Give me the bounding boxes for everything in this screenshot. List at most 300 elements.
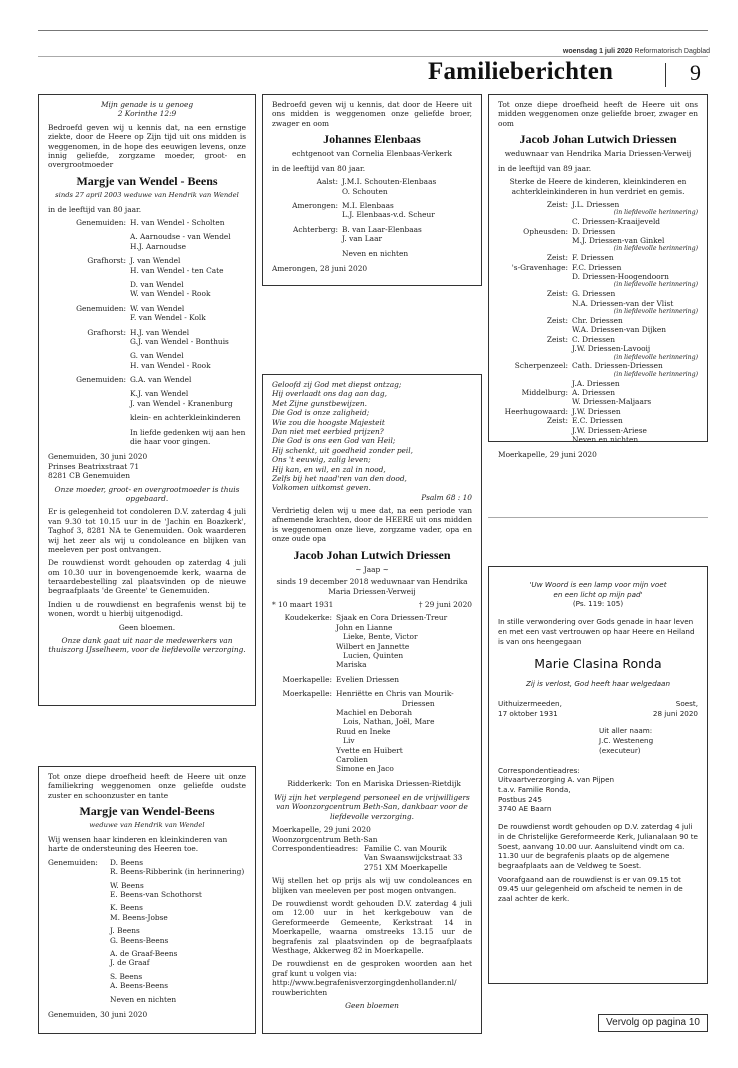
care-home: Woonzorgcentrum Beth-San (272, 834, 378, 844)
family-names (336, 689, 472, 774)
family-name: G.A. van Wendel (130, 375, 192, 385)
family-name: klein- en achterkleinkinderen (130, 413, 241, 423)
notice-jacob-driessen-siblings (488, 94, 708, 460)
header-date: woensdag 1 juli 2020 Reformatorisch Dagblad (562, 48, 710, 55)
family-names (130, 232, 246, 251)
executor-role: (executeur) (599, 745, 641, 755)
family-name: K.J. van Wendel (130, 389, 189, 399)
poem-line: Die God is ons een God van Heil; (272, 436, 396, 446)
family-name: Chr. Driessen (572, 315, 623, 325)
family-names (342, 225, 472, 244)
family-row (498, 371, 698, 379)
motto-ref: 2 Korinthe 12:9 (117, 109, 177, 119)
family-row (498, 354, 698, 362)
family-row (272, 177, 472, 196)
notice-jacob-driessen-children (262, 374, 482, 1034)
family-row (498, 200, 698, 209)
birth-date: * 10 maart 1931 (272, 600, 334, 610)
family-names (572, 253, 698, 262)
family-names (130, 280, 246, 299)
place-label: Opheusden: (523, 226, 568, 236)
poem-line: Ons 't eeuwig, zalig leven; (272, 455, 371, 465)
family-row (498, 316, 698, 335)
family-name: J.W. Driessen-Lavooij (572, 344, 651, 354)
family-name: J.W. Driessen-Ariese (572, 425, 647, 435)
family-name: H. van Wendel - Rook (130, 360, 211, 370)
family-names (572, 354, 698, 362)
top-rule (38, 30, 708, 31)
name-label: Uit aller naam: (599, 726, 653, 736)
family-name: F. Driessen (572, 253, 614, 263)
place-date: Genemuiden, 30 juni 2020 (48, 1009, 148, 1019)
header-rule (38, 56, 708, 57)
family-names (572, 416, 698, 435)
home-note: Onze moeder, groot- en overgrootmoeder is thuis opgebaard. (54, 484, 240, 503)
motto-line: Zij is verlost, God heeft haar welgedaan (525, 679, 671, 689)
family-name: L.J. Elenbaas-v.d. Scheur (342, 210, 435, 220)
family-row (498, 407, 698, 416)
family-name: Sjaak en Cora Driessen-Treur (336, 613, 448, 623)
place-label: Scherpenzeel: (514, 361, 568, 371)
place-label: Moerkapelle: (282, 689, 332, 699)
family-name: Henriëtte en Chris van Mourik- (336, 689, 454, 699)
place-label: Zeist: (546, 289, 568, 299)
family-row (48, 351, 246, 370)
family-names (336, 613, 472, 669)
family-name: W. Driessen-Maljaars (572, 397, 652, 407)
place-label: Heerhugowaard: (504, 406, 568, 416)
family-name: Neven en nichten (110, 994, 177, 1004)
memory-note: (in liefdevolle herinnering) (613, 308, 698, 316)
no-flowers: Geen bloemen. (118, 622, 176, 632)
family-row (498, 379, 698, 388)
family-name: A. Aarnoudse - van Wendel (130, 232, 231, 242)
family-row (498, 245, 698, 253)
place-date: Moerkapelle, 29 juni 2020 (498, 450, 597, 460)
family-names (130, 256, 246, 275)
place-label (498, 281, 572, 289)
family-row (48, 304, 246, 323)
family-name: J. Beens (110, 926, 140, 936)
family-row (48, 218, 246, 227)
memory-note: (in liefdevolle herinnering) (613, 281, 698, 289)
family-names (130, 351, 246, 370)
place-label: Genemuiden: (48, 857, 98, 867)
place-label: Genemuiden: (76, 217, 126, 227)
family-name: W. Beens (110, 880, 144, 890)
notice-margje-van-wendel-beens (38, 766, 256, 1034)
spouse-line: echtgenoot van Cornelia Elenbaas-Verkerk (292, 149, 452, 159)
family-row (498, 435, 698, 444)
place-label: Zeist: (546, 199, 568, 209)
place-label: Aalst: (316, 177, 338, 187)
address-line: Familie C. van Mourik (364, 844, 447, 854)
poem-line: Zelfs bij het naad'ren van den dood, (272, 473, 407, 483)
family-names (130, 304, 246, 323)
death-place: Soest, (675, 698, 698, 708)
family-names (342, 177, 472, 196)
intro-text: Tot onze diepe droefheid heeft de Heere uit onze familiekring weggenomen onze geliefde oudste zuster en schoonzuster en tante (48, 772, 246, 800)
family-row (498, 263, 698, 282)
family-row (272, 675, 472, 684)
family-name: S. Beens (110, 971, 143, 981)
lead-text: Wij wensen haar kinderen en kleinkinderen van harte de ondersteuning des Heeren toe. (48, 835, 228, 854)
family-names (572, 379, 698, 388)
family-name: Lois, Nathan, Joël, Mare (336, 717, 435, 727)
place-label (48, 413, 130, 422)
family-name: Yvette en Huibert (336, 745, 403, 755)
family-group (110, 881, 246, 900)
family-row (272, 779, 472, 788)
intro-text: Verdrietig delen wij u mee dat, na een periode van afnemende krachten, door de HEERE uit ons midden is weggenomen onze lieve, zorgzame vader, opa en onze oude opa (272, 506, 472, 544)
place-label (498, 371, 572, 379)
family-row (498, 253, 698, 262)
farewell-text: Voorafgaand aan de rouwdienst is er van 09.15 tot 09.45 uur gelegenheid om afscheid te nemen in de zaal achter de kerk. (498, 874, 683, 904)
family-name: J. van Wendel - Kranenburg (130, 398, 233, 408)
poem-line: Hij schenkt, uit goedheid zonder peil, (272, 445, 413, 455)
family-name: C. Driessen (572, 334, 616, 344)
family-name: F. van Wendel - Kolk (130, 313, 206, 323)
family-name: E.C. Driessen (572, 416, 623, 426)
intro-text: In stille verwondering over Gods genade in haar leven en met een vast vertrouwen op haar Heere en Heiland is van ons heengegaan (498, 617, 695, 646)
place-label: Moerkapelle: (282, 674, 332, 684)
family-row (48, 428, 246, 447)
address-street: Prinses Beatrixstraat 71 (48, 461, 140, 471)
family-row (272, 201, 472, 220)
family-names (572, 217, 698, 226)
poem-line: Die God is onze zaligheid; (272, 408, 370, 418)
service-text: De rouwdienst wordt gehouden D.V. zaterdag 4 juli om 12.00 uur in het kerkgebouw van de Gereformeerde Gemeente, Kerkstraat 14 in Moerkapelle, waarna omstreeks 13.15 uur de begrafenis zal plaatsvinden op de begraafplaats Westhage, Akkerweg 82 in Moerkapelle. (272, 898, 472, 955)
family-name: Lucien, Quinten (336, 651, 404, 660)
family-row (48, 280, 246, 299)
memory-note: (in liefdevolle herinnering) (613, 370, 698, 378)
place-label (498, 354, 572, 362)
family-name: W.A. Driessen-van Dijken (572, 325, 666, 335)
poem-line: Wie zou die hoogste Majesteit (272, 417, 385, 427)
place-label (498, 209, 572, 217)
family-row (272, 613, 472, 669)
family-names (572, 435, 698, 444)
correspondence-label: Correspondentieadres: (272, 844, 359, 854)
address-line: Postbus 245 (498, 794, 542, 804)
family-name: Carolien (336, 754, 368, 764)
thanks-text: Wij zijn het verplegend personeel en de vrijwilligers van Woonzorgcentrum Beth-San, dankbaar voor de liefdevolle verzorging. (274, 793, 470, 821)
family-row (272, 249, 472, 258)
address-line: 3740 AE Baarn (498, 804, 552, 814)
no-flowers: Geen bloemen (345, 1000, 399, 1010)
family-name: F.C. Driessen (572, 262, 622, 272)
poem (272, 380, 472, 493)
family-list (48, 218, 246, 446)
family-names (342, 201, 472, 220)
widow-line: sinds 27 april 2003 weduwe van Hendrik van Wendel (55, 190, 239, 199)
family-name: J.L. Driessen (572, 199, 620, 209)
stream-text: De rouwdienst en de gesproken woorden aan het graf kunt u volgen via: (272, 959, 472, 978)
family-name: H. van Wendel - ten Cate (130, 265, 224, 275)
place-label (498, 245, 572, 253)
family-names (572, 263, 698, 282)
family-list (272, 613, 472, 788)
place-label: Zeist: (546, 253, 568, 263)
address-line: 2751 XM Moerkapelle (364, 862, 448, 872)
family-row (498, 217, 698, 226)
poem-line: Geloofd zij God met diepst ontzag; (272, 380, 402, 389)
widow-line: weduwe van Hendrik van Wendel (89, 821, 205, 830)
family-name: Lieke, Bente, Victor (336, 632, 418, 642)
family-name: E. Beens-van Schothorst (110, 889, 202, 899)
family-names (130, 413, 246, 422)
family-group (110, 903, 246, 922)
continued-on-page-link[interactable]: Vervolg op pagina 10 (598, 1014, 708, 1032)
age-line: in de leeftijd van 89 jaar. (498, 163, 592, 173)
family-row (48, 413, 246, 422)
family-group (110, 926, 246, 945)
family-row (498, 416, 698, 435)
place-label: 's-Gravenhage: (511, 262, 568, 272)
family-row (48, 232, 246, 251)
family-names (572, 200, 698, 209)
place-label (48, 232, 130, 251)
family-name: O. Schouten (342, 186, 388, 196)
family-names (130, 375, 246, 384)
place-label: Zeist: (546, 416, 568, 426)
widower-line: sinds 19 december 2018 weduwnaar van Hendrika Maria Driessen-Verweij (276, 577, 468, 596)
page-number: 9 (690, 60, 701, 85)
family-name: W. van Wendel - Rook (130, 289, 211, 299)
memory-note: (in liefdevolle herinnering) (613, 245, 698, 253)
family-names (130, 389, 246, 408)
family-row (498, 308, 698, 316)
condolence-text: Wij stellen het op prijs als wij uw condoleances en blijken van meeleven per post mogen ontvangen. (272, 876, 472, 895)
family-name: D. Beens (110, 857, 144, 867)
lead-text: Sterke de Heere de kinderen, kleinkinderen en achterkleinkinderen in hun verdriet en gemis. (509, 177, 687, 196)
correspondence-address (364, 844, 472, 872)
family-name: Machiel en Deborah (336, 707, 412, 717)
family-name: K. Beens (110, 903, 143, 913)
family-names (130, 218, 246, 227)
stream-url-path[interactable]: rouwberichten (272, 987, 328, 997)
place-label: Grafhorst: (87, 327, 126, 337)
family-name: John en Lianne (336, 622, 393, 632)
family-name: C. Driessen-Kraaijeveld (572, 217, 661, 227)
place-label: Achterberg: (293, 224, 338, 234)
family-name: G. van Wendel (130, 351, 184, 361)
address-postal: 8281 CB Genemuiden (48, 471, 131, 481)
family-name: G.J. van Wendel - Bonthuis (130, 336, 229, 346)
family-group (110, 949, 246, 968)
family-row (272, 225, 472, 244)
family-name: D. van Wendel (130, 279, 184, 289)
birth-date: 17 oktober 1931 (498, 708, 558, 718)
place-label (498, 379, 572, 388)
family-names (572, 361, 698, 370)
family-list (272, 177, 472, 258)
family-names (572, 335, 698, 354)
family-name: D. Driessen (572, 226, 616, 236)
place-label: Genemuiden: (76, 303, 126, 313)
family-list (110, 858, 246, 1004)
family-name: Wilbert en Jannette (336, 641, 410, 651)
family-row (272, 689, 472, 774)
family-name: H.J. van Wendel (130, 327, 190, 337)
family-name: A. de Graaf-Beens (110, 948, 178, 958)
family-name: M. Beens-Jobse (110, 912, 168, 922)
place-date: Amerongen, 28 juni 2020 (272, 263, 368, 273)
family-name: J.W. Driessen (572, 406, 621, 416)
motto-line: Mijn genade is u genoeg (100, 100, 194, 109)
family-name: Evelien Driessen (336, 674, 400, 684)
family-name: In liefde gedenken wij aan hen (130, 427, 246, 437)
deceased-name: Jacob Johan Lutwich Driessen (293, 547, 451, 562)
place-label (498, 308, 572, 316)
family-name: A. Driessen (572, 388, 615, 398)
service-text: De rouwdienst wordt gehouden op zaterdag 4 juli om 10.30 uur in bovengenoemde kerk, waarna de teraardebestelling zal plaatsvinden op de nieuwe begraafplaats 'de Greente' te Genemuiden. (48, 558, 246, 596)
quote-ref: (Ps. 119: 105) (572, 599, 624, 609)
age-line: in de leeftijd van 80 jaar. (272, 163, 366, 173)
family-names (572, 407, 698, 416)
family-names (336, 779, 472, 788)
place-label (48, 428, 130, 447)
family-name: Ruud en Ineke (336, 726, 391, 736)
place-label: Genemuiden: (76, 375, 126, 385)
family-name: M.J. Driessen-van Ginkel (572, 236, 665, 246)
thanks-text: Onze dank gaat uit naar de medewerkers van thuiszorg IJsselheem, voor de liefdevolle verzorging. (48, 636, 246, 655)
family-group (110, 858, 246, 877)
family-names (130, 428, 246, 447)
place-date: Moerkapelle, 29 juni 2020 (272, 825, 371, 835)
stream-url[interactable]: http://www.begrafenisverzorgingdenhollander.nl/ (272, 978, 457, 988)
correspondence-address (498, 775, 698, 814)
birth-place: Uithuizermeeden, (498, 698, 562, 708)
place-label (48, 351, 130, 370)
service-text: De rouwdienst wordt gehouden op D.V. zaterdag 4 juli in de Christelijke Gereformeerde Kerk, Julianalaan 90 te Soest, aanvang 10.00 uur. Aansluitend vindt om ca. 11.30 uur de begrafenis plaats op de algemene begraafplaats aan de Veldweg te Soest. (498, 822, 698, 870)
psalm-ref: Psalm 68 : 10 (421, 492, 472, 502)
family-name: A. Beens-Beens (110, 981, 168, 991)
family-name: Neven en nichten (342, 248, 409, 258)
family-name: Mariska (336, 660, 367, 670)
deceased-name: Jacob Johan Lutwich Driessen (519, 132, 677, 147)
deceased-name: Marie Clasina Ronda (534, 656, 662, 672)
column-separator (488, 517, 708, 518)
place-label (498, 217, 572, 226)
family-names (572, 316, 698, 335)
notice-johannes-elenbaas (262, 94, 482, 286)
place-label (498, 435, 572, 444)
family-row (48, 328, 246, 347)
place-label (48, 389, 130, 408)
family-row (498, 209, 698, 217)
family-row (48, 256, 246, 275)
death-date: † 29 juni 2020 (418, 600, 472, 610)
family-names (572, 245, 698, 253)
deceased-name: Margje van Wendel-Beens (79, 804, 215, 819)
poem-line: Hij overlaadt ons dag aan dag, (272, 389, 387, 399)
place-label: Koudekerke: (284, 613, 332, 623)
family-row (498, 335, 698, 354)
family-names (572, 308, 698, 316)
family-names (572, 227, 698, 246)
family-names (572, 371, 698, 379)
death-date: 28 juni 2020 (652, 708, 698, 718)
notice-marie-clasina-ronda (488, 566, 708, 984)
family-name: W. van Wendel (130, 303, 185, 313)
family-row (48, 389, 246, 408)
family-list (498, 200, 698, 444)
family-name: J. de Graaf (110, 958, 150, 968)
family-name: G. Beens-Beens (110, 935, 169, 945)
correspondence-label: Correspondentieadres: (498, 765, 580, 775)
family-name: G. Driessen (572, 289, 616, 299)
deceased-name: Margje van Wendel - Beens (76, 173, 218, 188)
invitation-text: Indien u de rouwdienst en begrafenis wenst bij te wonen, wordt u hierbij uitgenodigd. (48, 599, 246, 619)
family-name: Cath. Driessen-Driessen (572, 361, 663, 371)
address-line: Van Swaanswijckstraat 33 (364, 853, 463, 863)
poem-line: Hij kan, en wil, en zal in nood, (272, 464, 386, 474)
place-label: Middelburg: (521, 388, 568, 398)
family-names (572, 289, 698, 308)
poem-line: Met Zijne gunstbewijzen. (272, 398, 368, 408)
family-names (572, 281, 698, 289)
memory-note: (in liefdevolle herinnering) (613, 353, 698, 361)
deceased-name: Johannes Elenbaas (323, 132, 421, 147)
address-line: Uitvaartverzorging A. van Pijpen (498, 775, 615, 785)
family-name: J.A. Driessen (572, 378, 620, 388)
family-names (342, 249, 472, 258)
family-name: Liv (336, 736, 355, 746)
place-date: Genemuiden, 30 juni 2020 (48, 452, 148, 462)
family-name: R. Beens-Ribberink (in herinnering) (110, 867, 245, 877)
family-names (336, 675, 472, 684)
nickname: ~ Jaap ~ (355, 564, 389, 574)
quote-line-2: en een licht op mijn pad' (553, 589, 643, 599)
family-name: H.J. Aarnoudse (130, 241, 187, 251)
family-name: J.M.I. Schouten-Elenbaas (342, 177, 437, 187)
family-name: D. Driessen-Hoogendoorn (572, 272, 669, 282)
place-label: Ridderkerk: (287, 778, 332, 788)
executor-name: J.C. Westeneng (599, 736, 654, 746)
family-row (498, 361, 698, 370)
family-row (498, 289, 698, 308)
family-name: J. van Laar (342, 234, 383, 244)
family-name: Driessen (336, 698, 435, 708)
family-row (48, 375, 246, 384)
memory-note: (in liefdevolle herinnering) (613, 209, 698, 217)
condolence-text: Er is gelegenheid tot condoleren D.V. zaterdag 4 juli van 9.30 tot 10.15 uur in de 'Jachin en Boazkerk', Taghof 3, 8281 NA te Genemuiden. Ook waarderen wij het zeer als wij u condoleance en blijken van meeleven per post ontvangen. (48, 507, 246, 554)
age-line: in de leeftijd van 80 jaar. (48, 204, 142, 214)
intro-text: Bedroefd geven wij u kennis, dat door de Heere uit ons midden is weggenomen onze geliefde broer, zwager en oom (272, 100, 472, 128)
section-title: Familieberichten (428, 58, 614, 85)
place-label: Amerongen: (292, 200, 338, 210)
family-name: Ton en Mariska Driessen-Rietdijk (336, 778, 461, 788)
poem-line: Dan niet met eerbied prijzen? (272, 426, 384, 436)
family-name: M.I. Elenbaas (342, 200, 394, 210)
header-divider (665, 63, 666, 87)
intro-text: Bedroefd geven wij u kennis dat, na een ernstige ziekte, door de Heere op Zijn tijd uit ons midden is weggenomen, in de hope des eeuwigen levens, onze innig geliefde, zorgzame moeder, groot- en overgrootmoeder (48, 122, 246, 170)
family-name: J. van Wendel (130, 256, 181, 266)
family-names (572, 388, 698, 407)
family-name: B. van Laar-Elenbaas (342, 224, 422, 234)
quote-line-1: 'Uw Woord is een lamp voor mijn voet (529, 580, 667, 589)
family-names (572, 209, 698, 217)
place-label: Zeist: (546, 315, 568, 325)
family-name: Simone en Jaco (336, 764, 394, 774)
poem-line: Volkomen uitkomst geven. (272, 483, 371, 493)
family-names (130, 328, 246, 347)
family-row (498, 388, 698, 407)
spouse-line: weduwnaar van Hendrika Maria Driessen-Verweij (504, 149, 692, 159)
place-label: Zeist: (546, 334, 568, 344)
family-row (498, 281, 698, 289)
